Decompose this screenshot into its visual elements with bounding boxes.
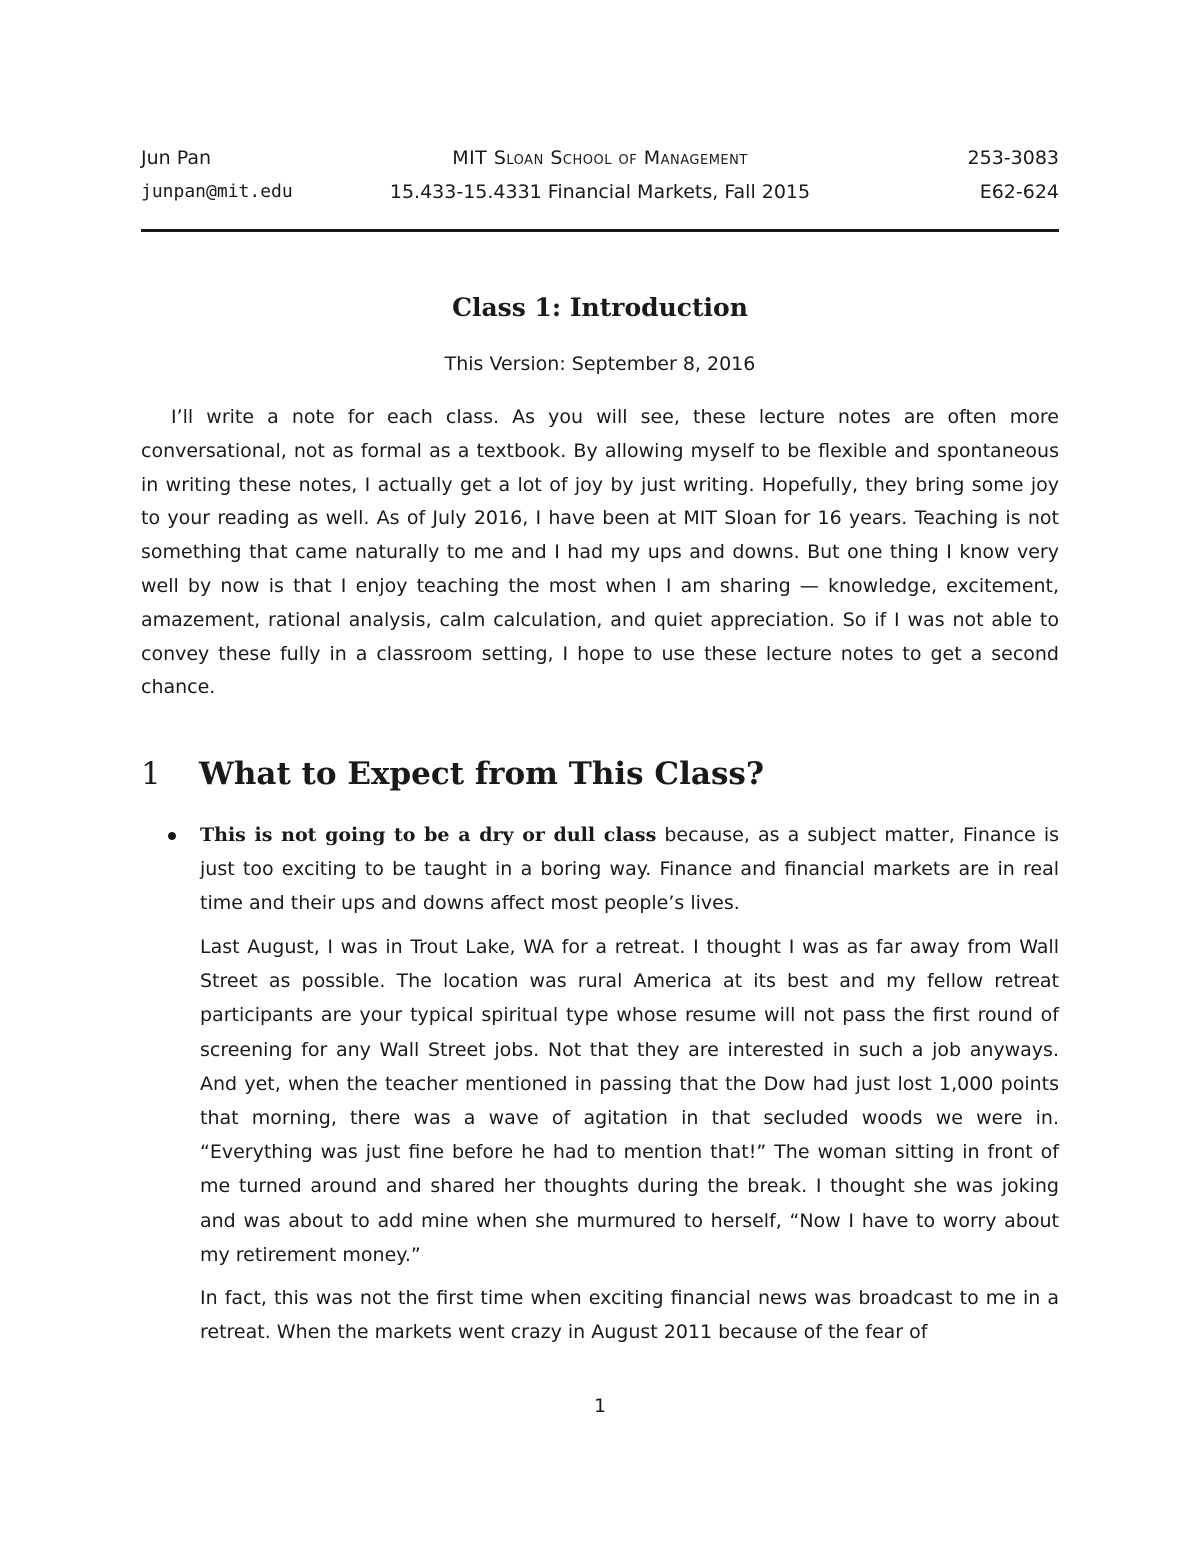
author-email: junpan@mit.edu	[141, 181, 293, 202]
bullet-paragraph-1	[200, 818, 1059, 921]
office-number: E62-624	[979, 181, 1059, 203]
header-row-1	[141, 143, 1059, 173]
author-name: Jun Pan	[141, 147, 212, 169]
bullet-lead-bold: This is not going to be a dry or dull class	[200, 824, 657, 846]
bullet-paragraph-2: Last August, I was in Trout Lake, WA for a retreat. I thought I was as far away from Wall Street as possible. The location was rural America at its best and my fellow retreat participants are your typical spiritual type whose resume will not pass the first round of screening for any Wall Street jobs. Not that they are interested in such a job anyways. And yet, when the teacher mentioned in passing that the Dow had just lost 1,000 points that morning, there was a wave of agitation in that secluded woods we were in. “Everything was just fine before he had to mention that!” The woman sitting in front of me turned around and shared her thoughts during the break. I thought she was joking and was about to add mine when she murmured to herself, “Now I have to worry about my retirement money.”	[200, 936, 1059, 1266]
bullet-paragraph-3: In fact, this was not the first time when exciting financial news was broadcast to me in a retreat. When the markets went crazy in August 2011 because of the fear of	[200, 1287, 1059, 1344]
section-title: What to Expect from This Class?	[199, 756, 765, 792]
school-name: MIT Sloan School of Management	[452, 147, 748, 169]
bullet-icon	[168, 832, 176, 840]
intro-paragraph: I’ll write a note for each class. As you will see, these lecture notes are often more conversational, not as formal as a textbook. By allowing myself to be flexible and spontaneous in writing these notes, I actually get a lot of joy by just writing. Hopefully, they bring some joy to your reading as well. As of July 2016, I have been at MIT Sloan for 16 years. Teaching is not something that came naturally to me and I had my ups and downs. But one thing I know very well by now is that I enjoy teaching the most when I am sharing — knowledge, excitement, amazement, rational analysis, calm calculation, and quiet appreciation. So if I was not able to convey these fully in a classroom setting, I hope to use these lecture notes to get a second chance.	[141, 406, 1059, 699]
section-number: 1	[141, 756, 161, 792]
section-heading	[141, 750, 1059, 798]
bullet-lead-rest: because, as a subject matter, Finance is just too exciting to be taught in a boring way. Finance and financial markets are in real time and their ups and downs affect most people’s lives.	[200, 824, 1059, 915]
header-divider	[141, 229, 1059, 232]
page-title: Class 1: Introduction	[452, 293, 748, 322]
page-number: 1	[593, 1395, 607, 1417]
phone-number: 253-3083	[967, 147, 1059, 169]
version-date: This Version: September 8, 2016	[444, 353, 756, 375]
course-name: 15.433-15.4331 Financial Markets, Fall 2015	[389, 181, 811, 203]
header-row-2	[141, 177, 1059, 207]
